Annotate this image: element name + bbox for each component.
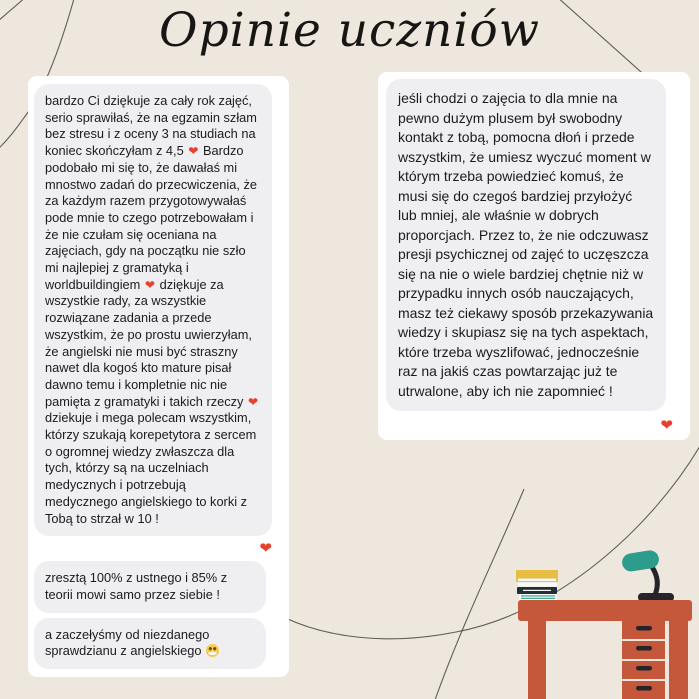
chat-bubble: jeśli chodzi o zajęcia to dla mnie na pewno dużym plusem był swobodny kontakt z tobą, pomocna dłoń i przede wszystkim, że umiesz wyczuć moment w którym trzeba powiedzieć komuś, że musi się do czegoś bardziej przyłożyć lub mniej, ale właśnie w dobrych proporcjach. Przez to, że nie odczuwasz presji psychicznej od zajęć to uczęszcza się na nie o wiele bardziej chętnie niż w przypadku innych osób nauczających, masz też ciekawy sposób przekazywania wiedzy i skupiasz się na tych aspektach, które trzeba wyszlifować, jednocześnie raz na jakiś czas powtarzając już te utrwalone, aby ich nie zapomnieć ! <box>386 79 666 411</box>
chat-bubble: zresztą 100% z ustnego i 85% z teorii mowi samo przez siebie ! <box>34 561 266 612</box>
chat-screenshot-left <box>28 76 289 677</box>
red-heart-icon: ❤ <box>247 394 259 409</box>
heart-reaction-icon: ❤ <box>259 539 272 558</box>
chat-screenshot-right <box>378 72 690 440</box>
grimacing-face-icon <box>206 644 219 657</box>
red-heart-icon: ❤ <box>144 277 156 292</box>
page-title: Opinie uczniów <box>159 3 540 58</box>
chat-bubble: a zaczełyśmy od niezdanego sprawdzianu z angielskiego <box>34 618 266 669</box>
heart-reaction-icon: ❤ <box>660 416 673 434</box>
red-heart-icon: ❤ <box>188 144 199 159</box>
chat-bubble: bardzo Ci dziękuje za cały rok zajęć, serio sprawiłaś, że na egzamin szłam bez stresu i z oceny 3 na studiach na koniec skończyłam z 4,5 ❤ Bardzo podobało mi się to, że dawałaś mi mnostwo zadań do przecwiczenia, że za każdym razem przygotowywałaś pode mnie to czego potrzebowałam i że nie czułam się oceniana na zajęciach, gdy na początku nie szło mi najlepiej z gramatyką i worldbuildingiem ❤ dziękuje za wszystkie rady, za wszystkie rozwiązane zadania a przede wszystkim, że po prostu uwierzyłam, że angielski nie musi być straszny nawet dla kogoś kto mature pisał dawno temu i kompletnie nic nie pamięta z gramatyki i takich rzeczy ❤ dziekuje i mega polecam wszystkim, którzy szukają korepetytora z sercem o ogromnej wiedzy zwłaszcza dla tych, którzy są na uczelniach medycznych i potrzebują medycznego angielskiego to korki z Tobą to strzał w 10 ! <box>34 84 272 536</box>
books-stack-icon <box>516 570 558 600</box>
desk-lamp-icon <box>621 549 674 601</box>
desk-illustration <box>499 539 699 699</box>
desk-icon <box>518 600 692 699</box>
